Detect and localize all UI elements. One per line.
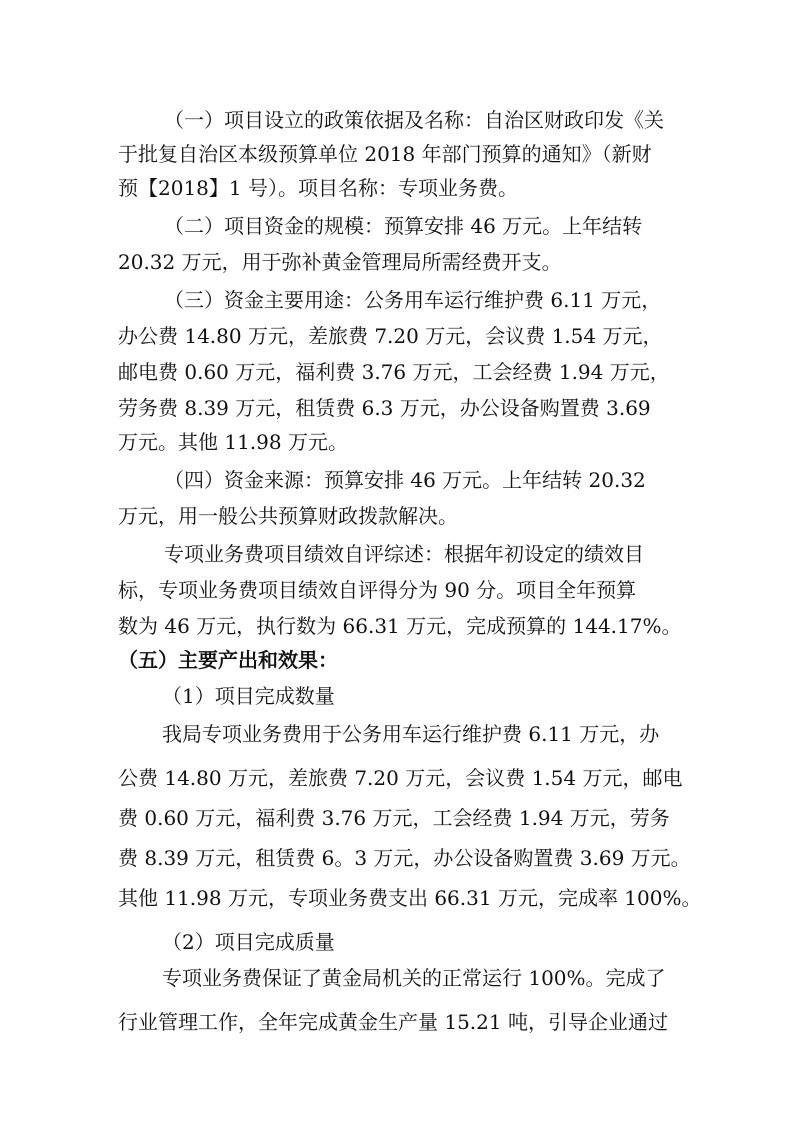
funding-scale-line-1: （二）项目资金的规模：预算安排 46 万元。上年结转	[164, 214, 643, 238]
quality-detail-line-2: 行业管理工作，全年完成黄金生产量 15.21 吨，引导企业通过	[118, 1010, 668, 1034]
policy-basis-line-3: 预【2018】1 号）。项目名称：专项业务费。	[118, 176, 518, 200]
quantity-detail-line-4: 费 8.39 万元，租赁费 6。3 万元，办公设备购置费 3.69 万元。	[118, 846, 691, 870]
fund-source-line-1: （四）资金来源：预算安排 46 万元。上年结转 20.32	[164, 468, 646, 492]
fund-usage-line-4: 劳务费 8.39 万元，租赁费 6.3 万元，办公设备购置费 3.69	[118, 396, 651, 420]
subheading-completion-quantity: （1）项目完成数量	[162, 684, 335, 708]
fund-usage-line-2: 办公费 14.80 万元，差旅费 7.20 万元，会议费 1.54 万元，	[118, 324, 663, 348]
section-heading-outputs: （五）主要产出和效果：	[118, 648, 338, 672]
self-evaluation-line-3: 数为 46 万元，执行数为 66.31 万元，完成预算的 144.17%。	[118, 614, 682, 638]
quantity-detail-line-3: 费 0.60 万元，福利费 3.76 万元，工会经费 1.94 万元，劳务	[118, 806, 670, 830]
fund-usage-line-3: 邮电费 0.60 万元，福利费 3.76 万元，工会经费 1.94 万元，	[118, 360, 670, 384]
self-evaluation-line-1: 专项业务费项目绩效自评综述：根据年初设定的绩效目	[164, 542, 644, 566]
policy-basis-line-1: （一）项目设立的政策依据及名称：自治区财政印发《关	[164, 108, 664, 132]
quantity-detail-line-5: 其他 11.98 万元，专项业务费支出 66.31 万元，完成率 100%。	[118, 886, 702, 910]
fund-usage-line-1: （三）资金主要用途：公务用车运行维护费 6.11 万元，	[164, 288, 662, 312]
fund-usage-line-5: 万元。其他 11.98 万元。	[118, 430, 348, 454]
funding-scale-line-2: 20.32 万元，用于弥补黄金管理局所需经费开支。	[118, 250, 562, 274]
quantity-detail-line-2: 公费 14.80 万元，差旅费 7.20 万元，会议费 1.54 万元，邮电	[118, 766, 683, 790]
policy-basis-line-2: 于批复自治区本级预算单位 2018 年部门预算的通知》（新财	[118, 142, 652, 166]
quality-detail-line-1: 专项业务费保证了黄金局机关的正常运行 100%。完成了	[162, 966, 666, 990]
fund-source-line-2: 万元，用一般公共预算财政拨款解决。	[118, 504, 458, 528]
quantity-detail-line-1: 我局专项业务费用于公务用车运行维护费 6.11 万元，办	[162, 722, 660, 746]
subheading-completion-quality: （2）项目完成质量	[162, 930, 335, 954]
self-evaluation-line-2: 标，专项业务费项目绩效自评得分为 90 分。项目全年预算	[118, 578, 637, 602]
